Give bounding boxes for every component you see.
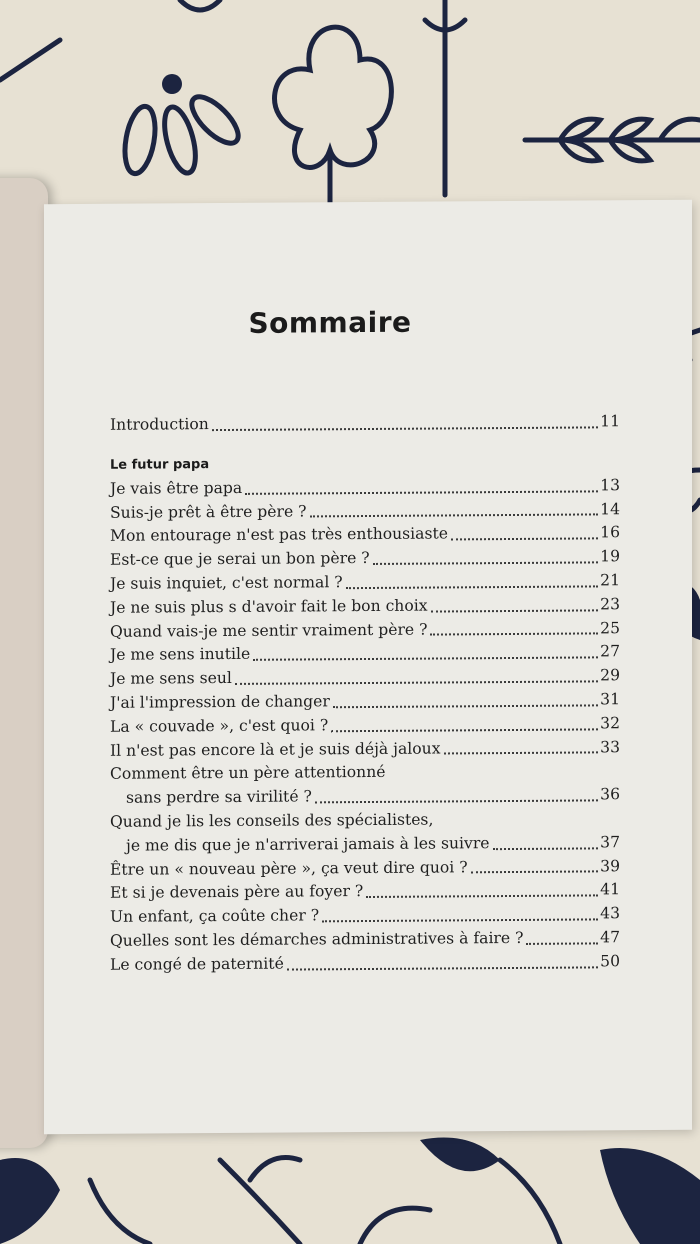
dot-leader [430,633,598,636]
toc-entry [110,950,620,977]
dot-leader [245,490,598,494]
toc-entry-label: Introduction [110,415,209,434]
dot-leader [373,561,599,565]
dot-leader [315,799,598,803]
toc-entry-label: Je me sens seul [110,669,232,688]
toc-entry-page: 41 [600,880,620,899]
toc-entry [110,664,620,691]
toc-entry-page: 32 [600,714,620,733]
toc-entry [110,926,620,953]
toc-entry-label: Je vais être papa [110,478,243,498]
toc-entry [110,545,620,572]
toc-entry-label: Un enfant, ça coûte cher ? [110,906,320,926]
toc-entry-page: 13 [600,476,620,495]
dot-leader [235,680,598,685]
toc-entry-page: 19 [600,547,620,566]
toc-entry-label: Je me sens inutile [110,645,251,665]
toc-entry [110,474,620,501]
toc-entry-label: J'ai l'impression de changer [110,692,330,712]
toc-entry [110,855,620,882]
dot-leader [444,752,599,755]
toc-entry [110,641,620,668]
toc-entry-label: sans perdre sa virilité ? [126,787,312,807]
dot-leader [493,847,599,850]
toc-entry-page: 27 [600,642,620,661]
dot-leader [471,871,599,874]
section-heading: Le futur papa [110,456,210,473]
dot-leader [253,657,598,661]
toc-entry-label: Mon entourage n'est pas très enthousiaste [110,524,448,546]
toc-entry [110,712,620,739]
toc-entry-page: 37 [600,832,620,852]
toc-entry-label: Le congé de paternité [110,954,284,974]
toc-entry [110,879,620,906]
toc-entry-label: Je ne suis plus s d'avoir fait le bon choix [110,596,428,617]
toc-entry-introduction [110,410,620,437]
toc-entry-label: Être un « nouveau père », ça veut dire quoi ? [110,857,468,879]
dot-leader [287,966,598,970]
toc-entry-page: 39 [600,856,620,875]
toc-entry-page: 43 [600,904,620,923]
toc-entry [110,783,620,810]
toc-entry [110,902,620,929]
dot-leader [526,942,598,945]
toc-entry-label: Il n'est pas encore là et je suis déjà jaloux [110,739,441,760]
dot-leader [333,704,598,708]
toc-entry-page: 31 [600,690,620,709]
toc-entry-label-line1: Comment être un père attentionné [110,763,386,784]
toc-entry-page: 29 [600,666,620,685]
dot-leader [212,426,598,431]
toc-entry-page: 16 [600,523,620,542]
toc-entry-label: Quelles sont les démarches administratives à faire ? [110,928,524,950]
toc-entry-page: 50 [600,951,620,971]
toc-entry [110,498,620,525]
toc-entry [110,736,620,763]
table-of-contents [110,410,620,977]
toc-entry [110,831,620,858]
dot-leader [346,585,599,589]
book-page [44,200,692,1135]
toc-entry-page: 23 [600,595,620,614]
dot-leader [310,514,599,518]
dot-leader [366,895,598,899]
dot-leader [431,609,599,612]
toc-entry-page: 25 [600,618,620,637]
toc-entry-page: 47 [600,928,620,947]
toc-entry [110,593,620,620]
toc-entry [110,569,620,596]
toc-entry [110,522,620,549]
toc-entry-label: je me dis que je n'arriverai jamais à les suivre [126,833,490,855]
toc-entry-page: 21 [600,571,620,590]
toc-entry-label: La « couvade », c'est quoi ? [110,716,329,736]
toc-entry-page: 36 [600,785,620,804]
dot-leader [451,538,598,541]
toc-entry-label: Je suis inquiet, c'est normal ? [110,573,343,593]
page-title: Sommaire [248,305,412,340]
dot-leader [331,728,598,732]
toc-entry [110,617,620,644]
toc-entry [110,688,620,715]
toc-entry-label: Suis-je prêt à être père ? [110,502,307,522]
toc-entry-label-line1: Quand je lis les conseils des spécialistes, [110,810,434,831]
dot-leader [322,918,598,922]
toc-entry-label: Est-ce que je serai un bon père ? [110,549,370,569]
toc-entry-label: Quand vais-je me sentir vraiment père ? [110,620,428,641]
toc-entry-page: 14 [600,499,620,518]
toc-entry-label: Et si je devenais père au foyer ? [110,882,364,903]
toc-entry-page: 33 [600,737,620,756]
toc-entry-page: 11 [600,412,620,431]
